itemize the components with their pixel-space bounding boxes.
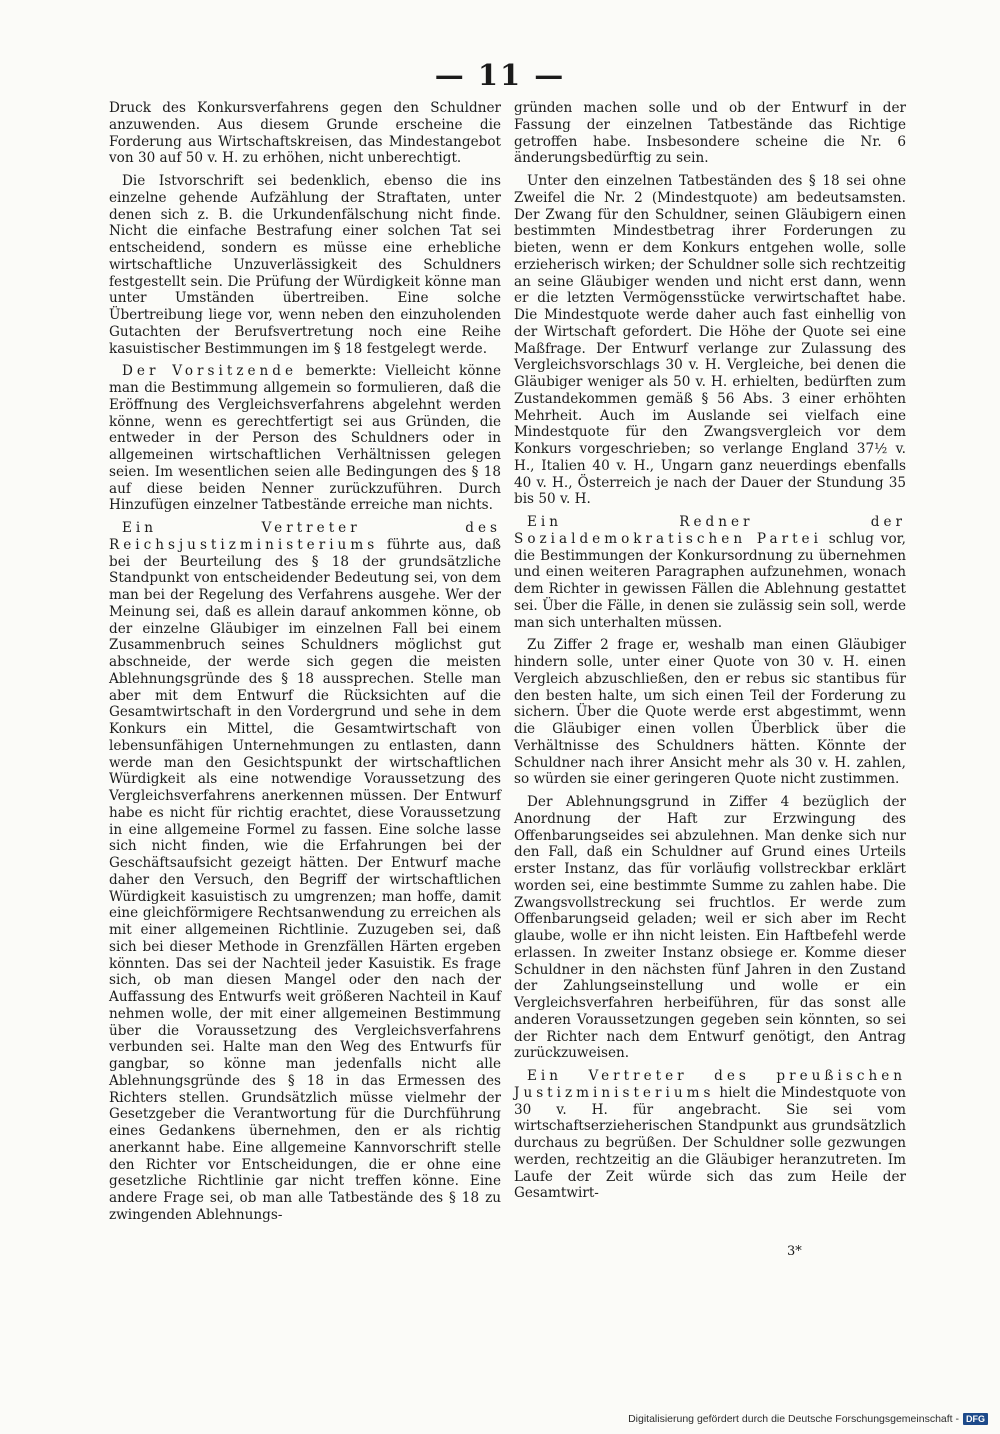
page-number-header: — 11 —: [434, 58, 566, 92]
paragraph: Der Ablehnungsgrund in Ziffer 4 bezüglich der Anordnung der Haft zur Erzwingung des Offenbarungseides sei abzulehnen. Man denke sich nur den Fall, daß ein Schuldner auf Grund eines Urteils erster Instanz, das für vorläufig vollstreckbar erklärt worden sei, eine bestimmte Summe zu zahlen habe. Die Zwangsvollstreckung sei fruchtlos. Er werde zum Offenbarungseid geladen; weil er sich aber im Recht glaube, wolle er ihn nicht leisten. Ein Haftbefehl werde erlassen. In zweiter Instanz obsiege er. Komme dieser Schuldner in den nächsten fünf Jahren in den Zustand der Zahlungseinstellung und wolle er ein Vergleichsverfahren herbeiführen, für das sonst alle anderen Voraussetzungen gegeben sein könnten, so sei der Richter nach dem Entwurf genötigt, den Antrag zurückzuweisen.: [514, 794, 906, 1062]
dfg-logo: DFG: [963, 1413, 988, 1425]
speaker-name: Der Vorsitzende: [122, 363, 298, 380]
speaker-name: Ein Vertreter des Reichsjustizministeriums: [109, 520, 501, 553]
paragraph: [109, 520, 501, 1224]
paragraph: Unter den einzelnen Tatbeständen des § 18 sei ohne Zweifel die Nr. 2 (Mindestquote) am bedeutsamsten. Der Zwang für den Schuldner, seinen Gläubigern einen bestimmten Mindestbetrag ihrer Forderungen zu bieten, wenn er dem Konkurs entgehen wolle, solle erzieherisch wirken; der Schuldner solle sich rechtzeitig an seine Gläubiger wenden und nicht erst dann, wenn er die letzten Vermögensstücke verwirtschaftet habe. Die Mindestquote werde daher auch fast einhellig von der Wirtschaft gefordert. Die Höhe der Quote sei eine Maßfrage. Der Entwurf verlange zur Zulassung des Vergleichsvorschlags 30 v. H. Vergleiche, bei denen die Gläubiger weniger als 50 v. H. erhielten, bedürften zum Zustandekommen gemäß § 56 Abs. 3 einer erhöhten Mehrheit. Auch im Auslande sei vielfach eine Mindestquote für den Zwangsvergleich vor dem Konkurs vorgeschrieben; so verlange England 37½ v. H., Italien 40 v. H., Ungarn ganz neuerdings ebenfalls 40 v. H., Österreich je nach der Dauer der Stundung 35 bis 50 v. H.: [514, 173, 906, 508]
paragraph-text: bemerkte: Vielleicht könne man die Bestimmung allgemein so formulieren, daß die Eröffnung des Vergleichsverfahrens abgelehnt werden könne, wenn es gerechtfertigt sei aus Gründen, die entweder in der Person des Schuldners oder in allgemeinen wirtschaftlichen Verhältnissen gelegen seien. Im wesentlichen seien alle Bedingungen des § 18 auf diese beiden Nenner zurückzuführen. Durch Hinzufügen einzelner Tatbestände erreiche man nichts.: [109, 363, 501, 514]
paragraph-text: schlug vor, die Bestimmungen der Konkursordnung zu übernehmen und einen weiteren Paragraphen aufzunehmen, wonach dem Richter in gewissen Fällen die Ablehnung gestattet sei. Über die Fälle, in denen sie zulässig sein soll, werde man sich unterhalten müssen.: [514, 530, 907, 631]
paragraph: [514, 514, 906, 631]
digitization-footer: [628, 1413, 988, 1425]
paragraph-text: führte aus, daß bei der Beurteilung des § 18 der grundsätzliche Standpunkt von entscheidender Bedeutung sei, von dem man bei der Regelung des Verfahrens ausgehe. Wer der Meinung sei, daß es allein darauf ankommen könne, ob der einzelne Gläubiger im einzelnen Fall bei einem Zusammenbruch seines Schuldners möglichst gut abschneide, der werde sich gegen die meisten Ablehnungsgründe des § 18 aussprechen. Stelle man aber mit dem Entwurf die Rücksichten auf die Gesamtwirtschaft in den Vordergrund und sehe in dem Konkurs ein Mittel, die Gesamtwirtschaft von lebensunfähigen Unternehmungen zu entlasten, dann werde man den Gesichtspunkt der wirtschaftlichen Würdigkeit als eine notwendige Voraussetzung des Vergleichsverfahrens anerkennen müssen. Der Entwurf habe es nicht für richtig erachtet, diese Voraussetzung in eine allgemeine Formel zu fassen. Eine solche lasse sich nicht finden, wie die Erfahrungen bei der Geschäftsaufsicht gezeigt hätten. Der Entwurf mache daher den Versuch, den Begriff der wirtschaftlichen Würdigkeit kasuistisch zu umgrenzen; man hoffe, damit eine gleichförmigere Rechtsanwendung zu erreichen als mit einer allgemeinen Richtlinie. Zuzugeben sei, daß sich bei dieser Methode in Grenzfällen Härten ergeben könnten. Das sei der Nachteil jeder Kasuistik. Es frage sich, ob man diesen Mangel oder den nach der Auffassung des Entwurfs weit größeren Nachteil in Kauf nehmen wolle, der mit einer allgemeinen Bestimmung über die Voraussetzung des Vergleichsverfahrens verbunden sei. Halte man den Weg des Entwurfs für gangbar, so könne man jedenfalls nicht alle Ablehnungsgründe des § 18 in das Ermessen des Richters stellen. Grundsätzlich müsse vielmehr der Gesetzgeber die Verantwortung für die Durchführung eines Gedankens übernehmen, den er als richtig anerkannt habe. Eine allgemeine Kannvorschrift stelle den Richter vor Entscheidungen, die er ohne eine gesetzliche Richtlinie gar nicht treffen könne. Eine andere Frage sei, ob man alle Tatbestände des § 18 zu zwingenden Ablehnungs-: [109, 536, 501, 1223]
right-column: [514, 100, 906, 1208]
paragraph: Zu Ziffer 2 frage er, weshalb man einen Gläubiger hindern solle, unter einer Quote von 30 v. H. einen Vergleich abzuschließen, den er rebus sic stantibus für den besten halte, um sich einen Teil der Forderung zu sichern. Über die Quote werde erst abgestimmt, wenn die Gläubiger einen vollen Überblick über die Verhältnisse des Schuldners hätten. Könnte der Schuldner nach ihrer Ansicht mehr als 30 v. H. zahlen, so würden sie einer geringeren Quote nicht zustimmen.: [514, 637, 906, 788]
footer-text: Digitalisierung gefördert durch die Deutsche Forschungsgemeinschaft -: [628, 1413, 959, 1425]
paragraph: Druck des Konkursverfahrens gegen den Schuldner anzuwenden. Aus diesem Grunde erscheine die Forderung aus Wirtschaftskreisen, das Mindestangebot von 30 auf 50 v. H. zu erhöhen, nicht unberechtigt.: [109, 100, 501, 167]
speaker-name: Ein Vertreter des preußischen Justizministeriums: [514, 1068, 906, 1101]
paragraph: gründen machen solle und ob der Entwurf in der Fassung der einzelnen Tatbestände das Richtige getroffen habe. Insbesondere scheine die Nr. 6 änderungsbedürftig zu sein.: [514, 100, 906, 167]
paragraph: [514, 1068, 906, 1202]
left-column: [109, 100, 501, 1230]
paragraph: [109, 363, 501, 514]
signature-mark: 3*: [787, 1244, 802, 1259]
speaker-name: Ein Redner der Sozialdemokratischen Partei: [514, 514, 906, 547]
paragraph-text: hielt die Mindestquote von 30 v. H. für angebracht. Sie sei vom wirtschaftserzieherischen Standpunkt aus grundsätzlich durchaus zu begrüßen. Der Schuldner solle gezwungen werden, rechtzeitig an die Gläubiger heranzutreten. Im Laufe der Zeit würde sich das zum Heile der Gesamtwirt-: [514, 1084, 906, 1202]
paragraph: Die Istvorschrift sei bedenklich, ebenso die ins einzelne gehende Aufzählung der Straftaten, unter denen sich z. B. die Urkundenfälschung nicht finde. Nicht die einfache Bestrafung einer solchen Tat sei entscheidend, sondern es müsse eine erhebliche wirtschaftliche Unzuverlässigkeit des Schuldners festgestellt sein. Die Prüfung der Würdigkeit könne man unter Umständen übertreiben. Eine solche Übertreibung liege vor, wenn neben den einzuholenden Gutachten der Berufsvertretung noch eine Reihe kasuistischer Bestimmungen im § 18 festgelegt werde.: [109, 173, 501, 357]
